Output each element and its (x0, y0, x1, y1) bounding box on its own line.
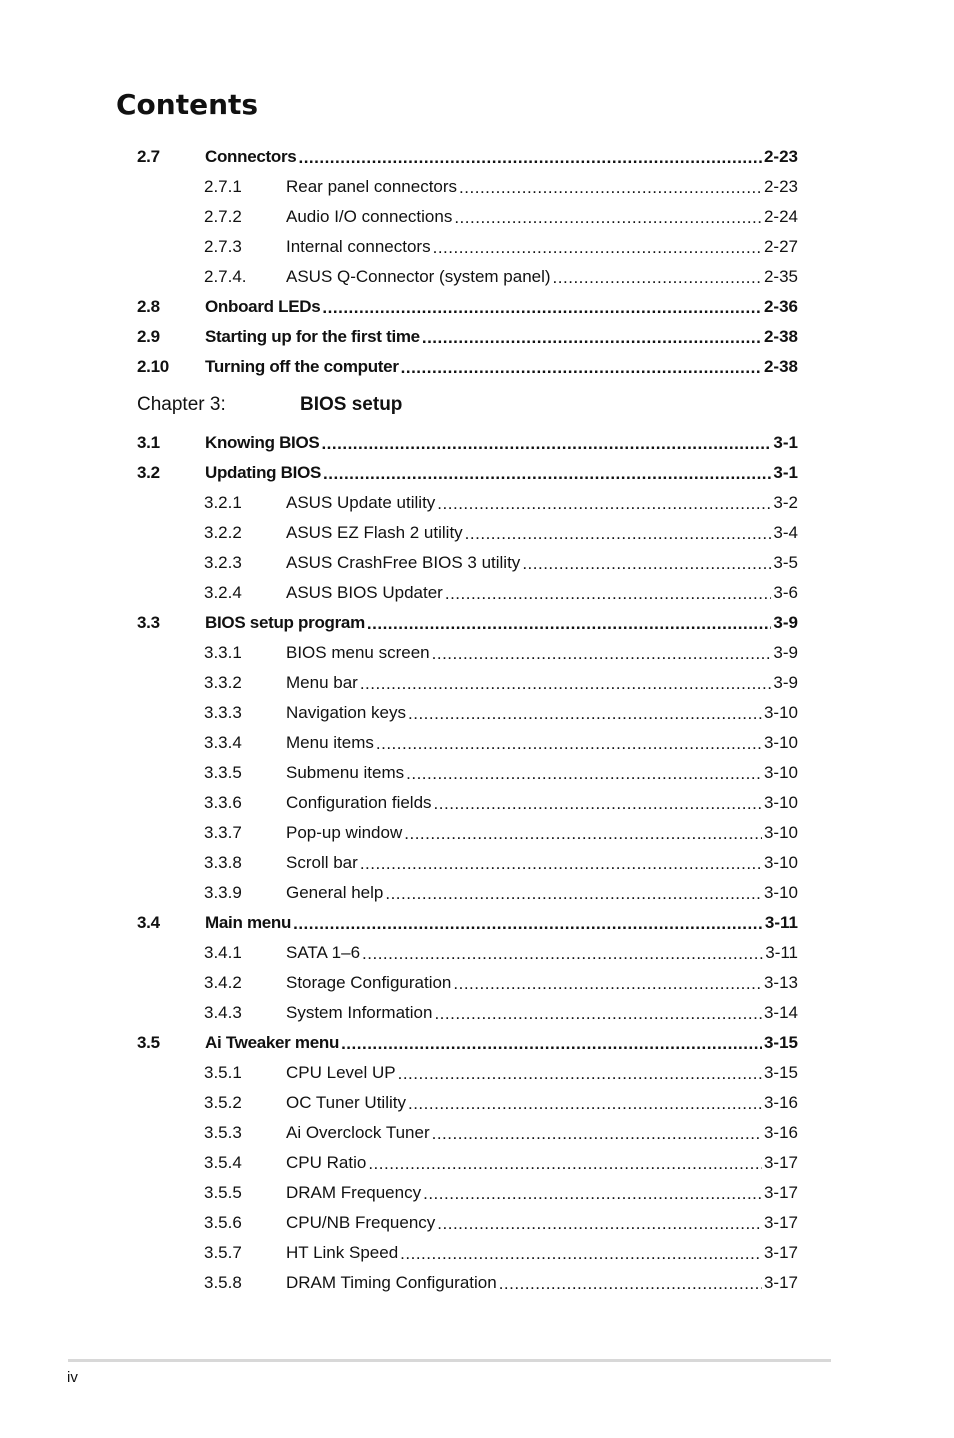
toc-entry[interactable] (137, 142, 798, 172)
table-of-contents (137, 142, 798, 1298)
toc-leader-dots (454, 208, 762, 228)
toc-entry-number: 3.3.3 (204, 703, 242, 722)
toc-leader-dots (437, 1214, 762, 1234)
toc-entry[interactable] (137, 1058, 798, 1088)
toc-leader-dots (433, 238, 762, 258)
toc-entry-page: 3-17 (763, 1183, 798, 1202)
toc-entry-label: BIOS setup program (205, 613, 365, 632)
toc-entry-number: 3.5 (137, 1033, 160, 1052)
page-title: Contents (116, 88, 259, 121)
toc-entry-label: Ai Tweaker menu (205, 1033, 340, 1052)
toc-entry-page: 3-11 (764, 913, 798, 932)
toc-entry-page: 2-36 (763, 297, 798, 316)
toc-entry[interactable] (137, 1178, 798, 1208)
toc-section-chapter-2 (137, 142, 798, 382)
toc-entry-number: 3.3.1 (204, 643, 242, 662)
toc-entry[interactable] (137, 1238, 798, 1268)
toc-entry-number: 3.3.4 (204, 733, 242, 752)
toc-leader-dots (400, 1244, 762, 1264)
toc-entry[interactable] (137, 878, 798, 908)
toc-entry-page: 3-11 (765, 943, 798, 962)
toc-entry-label: Menu items (286, 733, 374, 752)
toc-entry-page: 3-9 (773, 613, 798, 632)
toc-entry-number: 2.7.3 (204, 237, 242, 256)
toc-entry-label: Audio I/O connections (286, 207, 453, 226)
toc-entry-number: 3.4.2 (204, 973, 242, 992)
toc-entry-label: Menu bar (286, 673, 358, 692)
toc-entry-page: 3-9 (773, 673, 798, 692)
toc-entry[interactable] (137, 202, 798, 232)
toc-entry-label: DRAM Frequency (286, 1183, 422, 1202)
toc-leader-dots (362, 944, 763, 964)
toc-entry-page: 3-16 (763, 1123, 798, 1142)
toc-entry[interactable] (137, 908, 798, 938)
toc-leader-dots (459, 178, 762, 198)
toc-leader-dots (465, 524, 772, 544)
toc-entry-number: 2.8 (137, 297, 160, 316)
toc-entry-number: 3.2.3 (204, 553, 242, 572)
toc-entry-number: 3.3.2 (204, 673, 242, 692)
toc-entry[interactable] (137, 458, 798, 488)
toc-entry[interactable] (137, 578, 798, 608)
toc-leader-dots (423, 1184, 762, 1204)
toc-entry-label: BIOS menu screen (286, 643, 430, 662)
toc-entry-page: 3-1 (773, 463, 798, 482)
toc-entry[interactable] (137, 668, 798, 698)
toc-entry-page: 3-10 (763, 853, 798, 872)
toc-entry-page: 3-10 (763, 793, 798, 812)
toc-entry[interactable] (137, 938, 798, 968)
toc-leader-dots (298, 148, 762, 168)
toc-entry-label: OC Tuner Utility (286, 1093, 406, 1112)
toc-entry-number: 3.5.4 (204, 1153, 242, 1172)
toc-entry-page: 2-23 (763, 177, 798, 196)
toc-entry-page: 2-38 (763, 357, 798, 376)
toc-entry-label: ASUS Update utility (286, 493, 436, 512)
toc-entry[interactable] (137, 698, 798, 728)
toc-leader-dots (404, 824, 762, 844)
toc-entry[interactable] (137, 638, 798, 668)
toc-entry-page: 3-17 (763, 1243, 798, 1262)
toc-entry-number: 2.7.4. (204, 267, 247, 286)
toc-entry[interactable] (137, 262, 798, 292)
toc-entry-label: CPU Ratio (286, 1153, 367, 1172)
toc-section-chapter-3 (137, 428, 798, 1298)
toc-entry-label: Internal connectors (286, 237, 431, 256)
toc-entry-label: Updating BIOS (205, 463, 322, 482)
toc-entry[interactable] (137, 728, 798, 758)
toc-entry-number: 3.3 (137, 613, 160, 632)
toc-entry[interactable] (137, 322, 798, 352)
toc-entry[interactable] (137, 1148, 798, 1178)
toc-entry-number: 3.3.8 (204, 853, 242, 872)
toc-leader-dots (432, 644, 772, 664)
toc-entry-number: 3.3.9 (204, 883, 242, 902)
toc-leader-dots (422, 328, 762, 348)
toc-entry-page: 3-5 (773, 553, 798, 572)
toc-entry-page: 2-24 (763, 207, 798, 226)
toc-entry-number: 3.5.1 (204, 1063, 242, 1082)
toc-entry[interactable] (137, 848, 798, 878)
toc-entry-page: 3-6 (773, 583, 798, 602)
toc-entry-label: Ai Overclock Tuner (286, 1123, 430, 1142)
chapter-label: Chapter 3: (137, 394, 226, 415)
toc-entry-label: ASUS Q-Connector (system panel) (286, 267, 551, 286)
toc-leader-dots (434, 794, 762, 814)
toc-entry-label: Scroll bar (286, 853, 358, 872)
toc-entry-page: 3-15 (763, 1063, 798, 1082)
toc-entry-label: System Information (286, 1003, 433, 1022)
toc-entry-number: 3.4 (137, 913, 160, 932)
toc-entry-number: 2.7 (137, 147, 160, 166)
toc-entry-number: 3.2.4 (204, 583, 242, 602)
toc-entry-page: 2-38 (763, 327, 798, 346)
toc-entry[interactable] (137, 428, 798, 458)
toc-entry-number: 3.1 (137, 433, 160, 452)
toc-leader-dots (323, 464, 771, 484)
toc-entry-number: 3.3.7 (204, 823, 242, 842)
toc-entry-number: 3.2 (137, 463, 160, 482)
toc-entry-label: Pop-up window (286, 823, 403, 842)
toc-entry[interactable] (137, 968, 798, 998)
toc-entry[interactable] (137, 1268, 798, 1298)
toc-entry-label: Connectors (205, 147, 297, 166)
toc-entry-number: 3.4.1 (204, 943, 242, 962)
toc-entry[interactable] (137, 1118, 798, 1148)
toc-entry-page: 2-23 (763, 147, 798, 166)
toc-entry[interactable] (137, 608, 798, 638)
toc-entry-label: Configuration fields (286, 793, 432, 812)
toc-entry-page: 3-16 (763, 1093, 798, 1112)
toc-entry-number: 3.5.8 (204, 1273, 242, 1292)
chapter-title: BIOS setup (300, 394, 403, 415)
toc-entry-number: 3.5.2 (204, 1093, 242, 1112)
toc-entry[interactable] (137, 788, 798, 818)
toc-leader-dots (499, 1274, 762, 1294)
toc-entry-label: Turning off the computer (205, 357, 399, 376)
toc-leader-dots (401, 358, 762, 378)
toc-entry-label: Onboard LEDs (205, 297, 321, 316)
toc-entry[interactable] (137, 548, 798, 578)
toc-leader-dots (553, 268, 762, 288)
toc-leader-dots (385, 884, 762, 904)
toc-entry-number: 3.2.2 (204, 523, 242, 542)
toc-entry-page: 2-35 (763, 267, 798, 286)
toc-entry-number: 2.7.2 (204, 207, 242, 226)
toc-leader-dots (360, 854, 762, 874)
toc-leader-dots (322, 298, 762, 318)
toc-leader-dots (360, 674, 772, 694)
toc-entry-label: Rear panel connectors (286, 177, 458, 196)
toc-leader-dots (406, 764, 762, 784)
toc-entry-label: DRAM Timing Configuration (286, 1273, 497, 1292)
toc-entry-page: 3-17 (763, 1213, 798, 1232)
toc-entry[interactable] (137, 172, 798, 202)
toc-entry-number: 3.3.6 (204, 793, 242, 812)
toc-leader-dots (453, 974, 762, 994)
toc-entry-page: 3-10 (763, 823, 798, 842)
toc-entry[interactable] (137, 1088, 798, 1118)
toc-entry-number: 2.10 (137, 357, 169, 376)
toc-leader-dots (398, 1064, 762, 1084)
toc-entry[interactable] (137, 1028, 798, 1058)
toc-leader-dots (376, 734, 762, 754)
toc-entry-label: ASUS BIOS Updater (286, 583, 443, 602)
toc-entry-label: Knowing BIOS (205, 433, 320, 452)
toc-leader-dots (445, 584, 772, 604)
toc-leader-dots (432, 1124, 762, 1144)
toc-entry-page: 3-15 (763, 1033, 798, 1052)
toc-entry-page: 3-10 (763, 733, 798, 752)
chapter-heading (137, 382, 798, 428)
toc-entry-page: 3-1 (773, 433, 798, 452)
toc-entry-page: 3-2 (773, 493, 798, 512)
toc-entry-label: General help (286, 883, 384, 902)
toc-entry-page: 3-17 (763, 1153, 798, 1172)
toc-entry-number: 2.7.1 (204, 177, 242, 196)
toc-entry-number: 3.5.7 (204, 1243, 242, 1262)
toc-entry-label: ASUS EZ Flash 2 utility (286, 523, 463, 542)
toc-entry-number: 2.9 (137, 327, 160, 346)
toc-leader-dots (293, 914, 763, 934)
toc-entry-label: Submenu items (286, 763, 405, 782)
toc-entry[interactable] (137, 488, 798, 518)
toc-entry-page: 3-10 (763, 883, 798, 902)
toc-entry-label: SATA 1–6 (286, 943, 361, 962)
toc-entry-page: 3-17 (763, 1273, 798, 1292)
toc-entry-label: HT Link Speed (286, 1243, 399, 1262)
toc-leader-dots (522, 554, 771, 574)
toc-entry-page: 3-14 (763, 1003, 798, 1022)
toc-entry-label: Starting up for the first time (205, 327, 420, 346)
toc-entry-number: 3.2.1 (204, 493, 242, 512)
toc-leader-dots (408, 1094, 762, 1114)
footer-page-number: iv (67, 1369, 78, 1386)
toc-entry-label: Navigation keys (286, 703, 407, 722)
toc-entry-label: CPU Level UP (286, 1063, 396, 1082)
toc-entry-number: 3.5.3 (204, 1123, 242, 1142)
toc-entry-label: ASUS CrashFree BIOS 3 utility (286, 553, 521, 572)
toc-leader-dots (367, 614, 772, 634)
toc-entry-number: 3.4.3 (204, 1003, 242, 1022)
toc-entry-number: 3.3.5 (204, 763, 242, 782)
toc-entry[interactable] (137, 352, 798, 382)
toc-leader-dots (341, 1034, 762, 1054)
toc-entry[interactable] (137, 518, 798, 548)
toc-entry-page: 3-4 (773, 523, 798, 542)
toc-entry-number: 3.5.6 (204, 1213, 242, 1232)
toc-entry-page: 3-13 (763, 973, 798, 992)
toc-entry[interactable] (137, 818, 798, 848)
toc-leader-dots (434, 1004, 762, 1024)
toc-leader-dots (408, 704, 762, 724)
toc-entry-label: Main menu (205, 913, 292, 932)
footer-divider (68, 1359, 831, 1362)
toc-leader-dots (437, 494, 771, 514)
toc-entry-label: Storage Configuration (286, 973, 452, 992)
toc-entry[interactable] (137, 1208, 798, 1238)
toc-entry-page: 3-10 (763, 703, 798, 722)
toc-entry-page: 2-27 (763, 237, 798, 256)
toc-entry-number: 3.5.5 (204, 1183, 242, 1202)
toc-entry[interactable] (137, 758, 798, 788)
toc-leader-dots (321, 434, 771, 454)
toc-entry-page: 3-9 (773, 643, 798, 662)
toc-entry[interactable] (137, 998, 798, 1028)
toc-entry-page: 3-10 (763, 763, 798, 782)
toc-entry-label: CPU/NB Frequency (286, 1213, 436, 1232)
toc-leader-dots (368, 1154, 762, 1174)
toc-entry[interactable] (137, 292, 798, 322)
toc-entry[interactable] (137, 232, 798, 262)
